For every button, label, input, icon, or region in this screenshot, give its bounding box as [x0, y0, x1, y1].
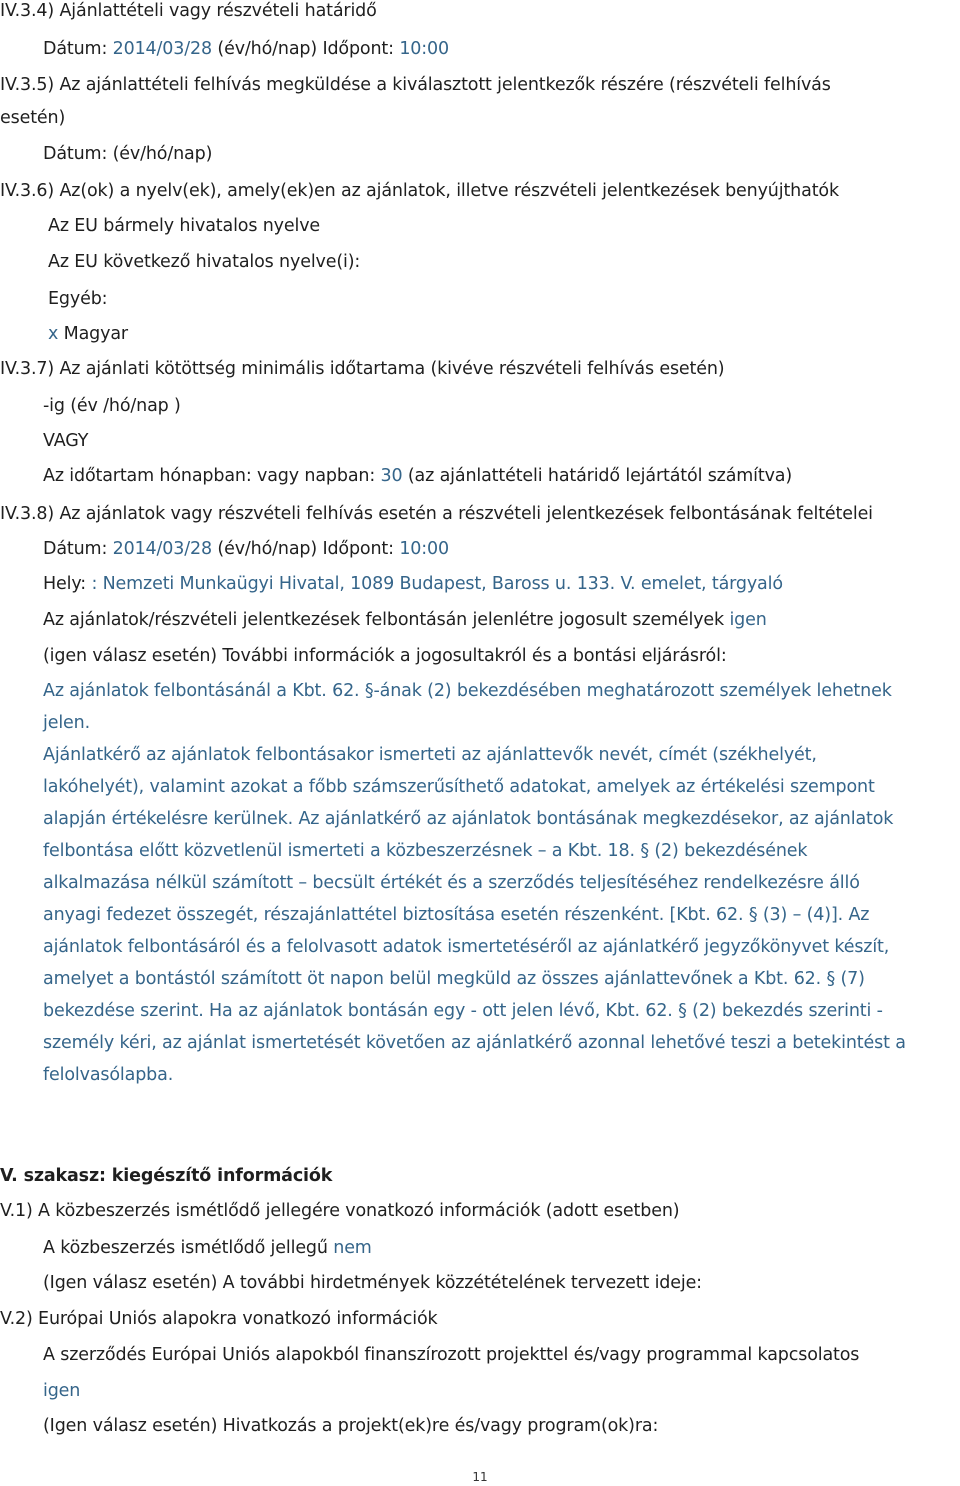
language-value: Magyar	[58, 324, 128, 344]
info-line: bekezdése szerint. Ha az ajánlatok bontásán egy - ott jelen lévő, Kbt. 62. § (2) bekezdés szerinti -	[43, 1001, 883, 1021]
info-line: felbontása előtt közvetlenül ismerteti a közbeszerzésnek – a Kbt. 18. § (2) bekezdésének	[43, 841, 808, 861]
section-heading-v-2: V.2) Európai Uniós alapokra vonatkozó információk	[0, 1309, 438, 1329]
attendees-value: igen	[729, 610, 767, 630]
date-format-label: (év/hó/nap) Időpont:	[211, 539, 400, 559]
section-heading-iv-3-4: IV.3.4) Ajánlattételi vagy részvételi határidő	[0, 1, 377, 21]
language-option-any: Az EU bármely hivatalos nyelve	[48, 216, 321, 236]
validity-duration-line	[43, 465, 792, 487]
info-line: amelyet a bontástól számított öt napon belül megküld az összes ajánlattevőnek a Kbt. 62. § (7)	[43, 969, 865, 989]
duration-label: Az időtartam hónapban: vagy napban:	[43, 466, 381, 486]
info-line: anyagi fedezet összegét, részajánlattétel biztosítása esetén részenként. [Kbt. 62. § (3) – (4)]. Az	[43, 905, 870, 925]
date-label: Dátum:	[43, 539, 113, 559]
page-number: 11	[472, 1470, 488, 1484]
info-line: ajánlatok felbontásáról és a felolvasott adatok ismertetéséről az ajánlatkérő jegyzőkönyvet készít,	[43, 937, 890, 957]
info-line: Ajánlatkérő az ajánlatok felbontásakor ismerteti az ajánlattevők nevét, címét (székhelyét,	[43, 745, 817, 765]
language-option-following: Az EU következő hivatalos nyelve(i):	[48, 252, 361, 272]
check-mark: x	[48, 324, 59, 344]
section-heading-iv-3-5: IV.3.5) Az ajánlattételi felhívás megküldése a kiválasztott jelentkezők részére (részvételi felhívás	[0, 75, 831, 95]
language-selected-line	[48, 323, 128, 345]
recurrent-line	[43, 1237, 372, 1259]
info-line: alapján értékelésre kerülnek. Az ajánlatkérő az ajánlatok bontásának megkezdésekor, az ajánlatok	[43, 809, 894, 829]
date-value: 2014/03/28	[112, 39, 212, 59]
section-title-v: V. szakasz: kiegészítő információk	[0, 1166, 333, 1186]
further-info-label: (igen válasz esetén) További információk a jogosultakról és a bontási eljárásról:	[43, 646, 727, 666]
place-value: : Nemzeti Munkaügyi Hivatal, 1089 Budapest, Baross u. 133. V. emelet, tárgyaló	[91, 574, 783, 594]
invitation-date-line: Dátum: (év/hó/nap)	[43, 144, 213, 164]
eu-funds-followup: (Igen válasz esetén) Hivatkozás a projekt(ek)re és/vagy program(ok)ra:	[43, 1416, 659, 1436]
info-line: alkalmazása nélkül számított – becsült értékét és a szerződés teljesítéséhez rendelkezésre álló	[43, 873, 860, 893]
recurrent-value: nem	[333, 1238, 372, 1258]
recurrent-label: A közbeszerzés ismétlődő jellegű	[43, 1238, 334, 1258]
section-heading-iv-3-7: IV.3.7) Az ajánlati kötöttség minimális időtartama (kivéve részvételi felhívás esetén)	[0, 359, 725, 379]
validity-until-line: -ig (év /hó/nap )	[43, 396, 181, 416]
section-heading-iv-3-5-cont: esetén)	[0, 108, 66, 128]
time-value: 10:00	[399, 539, 449, 559]
recurrent-followup: (Igen válasz esetén) A további hirdetmények közzétételének tervezett ideje:	[43, 1273, 702, 1293]
language-option-other: Egyéb:	[48, 289, 108, 309]
duration-note: (az ajánlattételi határidő lejártától számítva)	[402, 466, 793, 486]
section-heading-v-1: V.1) A közbeszerzés ismétlődő jellegére vonatkozó információk (adott esetben)	[0, 1201, 680, 1221]
time-value: 10:00	[399, 39, 449, 59]
date-label: Dátum:	[43, 39, 113, 59]
duration-days-value: 30	[380, 466, 403, 486]
submission-deadline-line	[43, 38, 449, 60]
attendees-line	[43, 609, 767, 631]
section-heading-iv-3-8: IV.3.8) Az ajánlatok vagy részvételi felhívás esetén a részvételi jelentkezések felbontásának feltételei	[0, 504, 873, 524]
info-line: Az ajánlatok felbontásánál a Kbt. 62. §-ának (2) bekezdésében meghatározott személyek lehetnek	[43, 681, 892, 701]
info-line: felolvasólapba.	[43, 1065, 174, 1085]
attendees-label: Az ajánlatok/részvételi jelentkezések felbontásán jelenlétre jogosult személyek	[43, 610, 730, 630]
eu-funds-value: igen	[43, 1381, 81, 1401]
opening-date-line	[43, 538, 449, 560]
info-line: jelen.	[43, 713, 91, 733]
date-value: 2014/03/28	[112, 539, 212, 559]
section-heading-iv-3-6: IV.3.6) Az(ok) a nyelv(ek), amely(ek)en az ajánlatok, illetve részvételi jelentkezések benyújthatók	[0, 181, 839, 201]
or-label: VAGY	[43, 431, 89, 451]
opening-place-line	[43, 573, 783, 595]
place-label: Hely:	[43, 574, 92, 594]
info-line: személy kéri, az ajánlat ismertetését követően az ajánlatkérő azonnal lehetővé teszi a betekintést a	[43, 1033, 906, 1053]
eu-funds-question: A szerződés Európai Uniós alapokból finanszírozott projekttel és/vagy programmal kapcsolatos	[43, 1345, 860, 1365]
info-line: lakóhelyét), valamint azokat a főbb számszerűsíthető adatokat, amelyek az értékelési szempont	[43, 777, 875, 797]
date-format-label: (év/hó/nap) Időpont:	[211, 39, 400, 59]
